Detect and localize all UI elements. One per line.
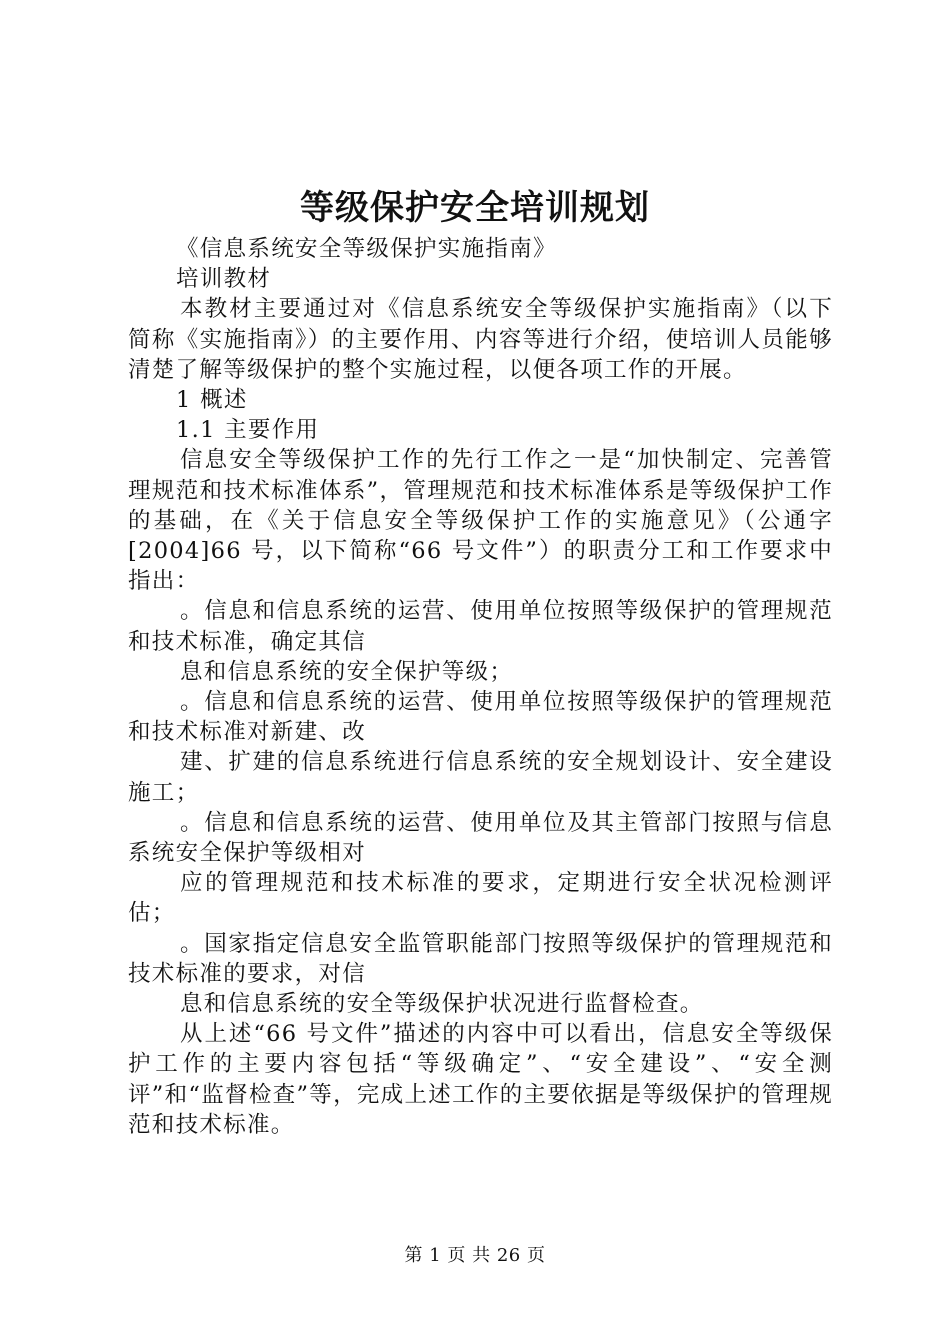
paragraph-intro: 本教材主要通过对《信息系统安全等级保护实施指南》（以下简称《实施指南》）的主要作用、内容等进行介绍，使培训人员能够清楚了解等级保护的整个实施过程，以便各项工作的开展。 (128, 296, 833, 383)
document-title: 等级保护安全培训规划 (300, 188, 650, 228)
paragraph-guide-title: 《信息系统安全等级保护实施指南》 (176, 236, 557, 262)
heading-main-function: 1.1 主要作用 (176, 417, 320, 444)
list-item-3b: 应的管理规范和技术标准的要求，定期进行安全状况检测评估； (128, 870, 833, 927)
list-item-3a: 。信息和信息系统的运营、使用单位及其主管部门按照与信息系统安全保护等级相对 (128, 809, 833, 867)
list-item-1b: 息和信息系统的安全保护等级； (180, 658, 514, 685)
paragraph-conclusion: 从上述“66 号文件”描述的内容中可以看出，信息安全等级保护工作的主要内容包括“等级确定”、“安全建设”、“安全测评”和“监督检查”等，完成上述工作的主要依据是等级保护的管理规范和技术标准。 (128, 1021, 833, 1138)
list-item-4b: 息和信息系统的安全等级保护状况进行监督检查。 (180, 991, 704, 1018)
list-item-4a: 。国家指定信息安全监管职能部门按照等级保护的管理规范和技术标准的要求，对信 (128, 930, 833, 987)
list-item-2b: 建、扩建的信息系统进行信息系统的安全规划设计、安全建设施工； (128, 749, 833, 806)
heading-overview: 1 概述 (176, 387, 248, 414)
page-footer: 第 1 页 共 26 页 (404, 1245, 546, 1266)
list-item-2a: 。信息和信息系统的运营、使用单位按照等级保护的管理规范和技术标准对新建、改 (128, 689, 833, 746)
document-body (128, 234, 833, 1140)
paragraph-main-function: 信息安全等级保护工作的先行工作之一是“加快制定、完善管理规范和技术标准体系”，管理规范和技术标准体系是等级保护工作的基础，在《关于信息安全等级保护工作的实施意见》（公通字[2004]66 号，以下简称“66 号文件”）的职责分工和工作要求中指出： (128, 447, 833, 595)
paragraph-training-material: 培训教材 (176, 266, 272, 293)
list-item-1a: 。信息和信息系统的运营、使用单位按照等级保护的管理规范和技术标准，确定其信 (128, 598, 833, 655)
